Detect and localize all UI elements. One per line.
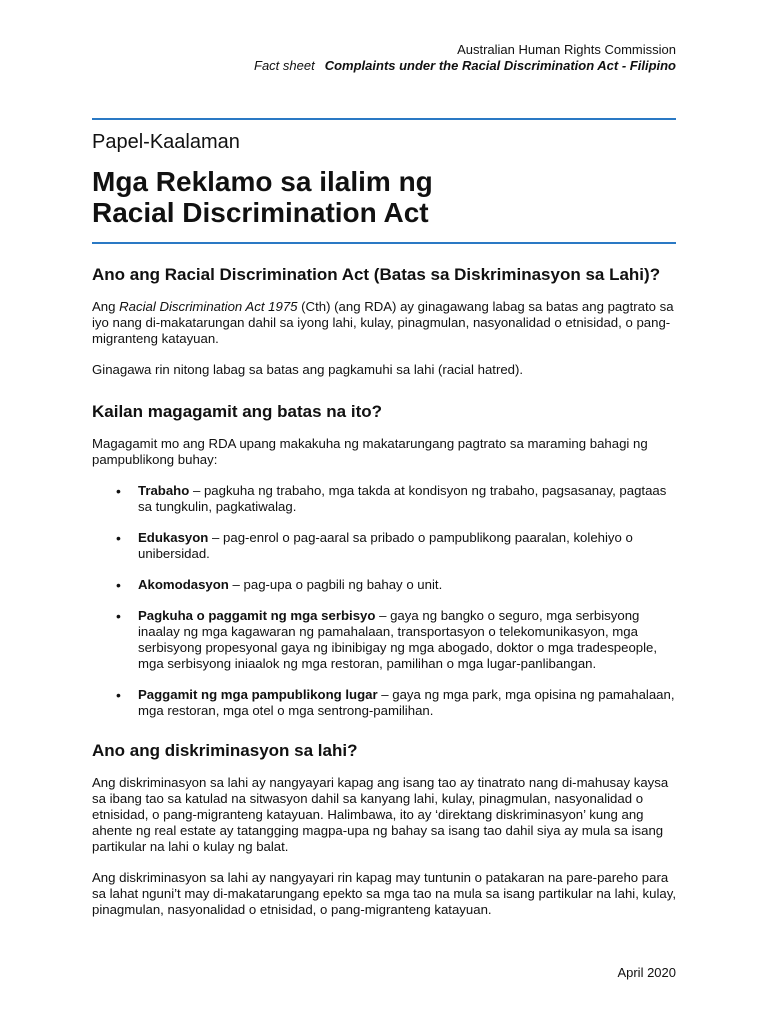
list-item-term: Pagkuha o paggamit ng mga serbisyo [138, 608, 376, 623]
list-item-term: Paggamit ng mga pampublikong lugar [138, 687, 378, 702]
page-title-line-2: Racial Discrimination Act [92, 197, 429, 228]
footer-date: April 2020 [617, 965, 676, 980]
list-item-term: Trabaho [138, 483, 190, 498]
list-item [138, 483, 676, 515]
paragraph-text: (Cth) (ang RDA) ay ginagawang labag sa batas ang pagtrato sa iyo nang di-makatarungan dahil sa iyong lahi, kulay, pinagmulan, nasyonalidad o etnisidad, o pang-migranteng katayuan. [92, 299, 674, 346]
document-body [92, 265, 676, 933]
paragraph-text: Ang [92, 299, 120, 314]
list-item-desc: – pag-upa o pagbili ng bahay o unit. [228, 577, 443, 592]
header-doc-title: Complaints under the Racial Discrimination Act - Filipino [324, 58, 676, 73]
list-item-desc: – gaya ng bangko o seguro, mga serbisyong inaalay ng mga kagawaran ng pamahalaan, transportasyon o telekomunikasyon, mga serbisyong propesyonal gaya ng ibinibigay ng mga abogado, doktor o mga tradespeople, mga serbisyong iniaalok ng mga restoran, pamilihan o mga lugar-panlibangan. [138, 608, 658, 671]
header-document-line [254, 58, 676, 73]
act-name: Racial Discrimination Act 1975 [119, 299, 298, 314]
section-heading-what-is-rda: Ano ang Racial Discrimination Act (Batas sa Diskriminasyon sa Lahi)? [92, 265, 661, 284]
list-item [138, 530, 676, 562]
header-organization: Australian Human Rights Commission [457, 42, 676, 57]
paragraph-indirect-discrimination: Ang diskriminasyon sa lahi ay nangyayari rin kapag may tuntunin o patakaran na pare-pareho para sa lahat nguni’t may di-makatarungang epekto sa mga tao na mula sa isang partikular na lahi, kulay, pinagmulan, nasyonalidad o etnisidad, o pang-migranteng katayuan. [92, 870, 677, 917]
top-divider [92, 118, 676, 120]
list-item-term: Edukasyon [138, 530, 209, 545]
list-item-desc: – pagkuha ng trabaho, mga takda at kondisyon ng trabaho, pagsasanay, pagtaas sa tungkulin, pagkatiwalag. [138, 483, 667, 514]
page-title-line-1: Mga Reklamo sa ilalim ng [92, 166, 433, 197]
paragraph-rda-definition [92, 299, 676, 347]
title-divider [92, 242, 676, 244]
section-heading-when-to-use: Kailan magagamit ang batas na ito? [92, 402, 383, 421]
paragraph-direct-discrimination: Ang diskriminasyon sa lahi ay nangyayari kapag ang isang tao ay tinatrato nang di-mahusay kaysa sa ibang tao sa katulad na sitwasyon dahil sa kanyang lahi, kulay, pinagmulan, nasyonalidad o etnisidad, o pang-migranteng katayuan. Halimbawa, ito ay ‘direktang diskriminasyon’ kung ang ahente ng real estate ay tatangging magpa-upa ng bahay sa isang tao dahil siya ay mula sa isang partikular na lahi o kulay ng balat. [92, 775, 669, 854]
paragraph-usage-intro: Magagamit mo ang RDA upang makakuha ng makatarungang pagtrato sa maraming bahagi ng pampublikong buhay: [92, 436, 648, 467]
list-item [138, 687, 676, 719]
paragraph-racial-hatred: Ginagawa rin nitong labag sa batas ang pagkamuhi sa lahi (racial hatred). [92, 362, 524, 377]
page-title [92, 166, 433, 228]
list-item-desc: – pag-enrol o pag-aaral sa pribado o pampublikong paaralan, kolehiyo o unibersidad. [138, 530, 633, 561]
areas-of-life-list [92, 483, 676, 719]
list-item-desc: – gaya ng mga park, mga opisina ng pamahalaan, mga restoran, mga otel o mga sentrong-pamilihan. [138, 687, 675, 718]
document-kicker: Papel-Kaalaman [92, 131, 240, 153]
list-item [138, 577, 676, 593]
header-doc-type: Fact sheet [254, 58, 315, 73]
section-heading-racial-discrimination: Ano ang diskriminasyon sa lahi? [92, 741, 358, 760]
list-item-term: Akomodasyon [138, 577, 229, 592]
list-item [138, 608, 676, 672]
